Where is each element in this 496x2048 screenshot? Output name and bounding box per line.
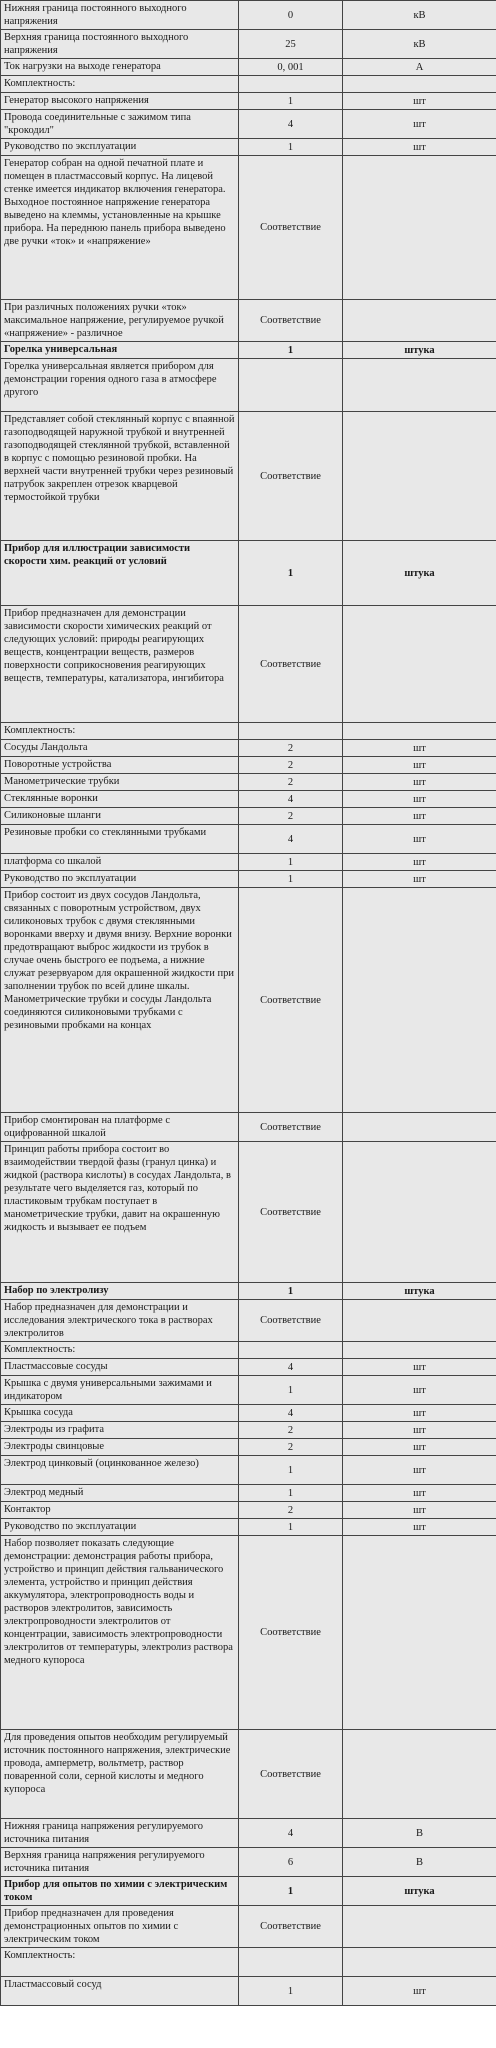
item-value-cell: 1 — [239, 1283, 343, 1300]
item-unit-cell: шт — [343, 854, 496, 871]
item-name-cell: Поворотные устройства — [1, 757, 239, 774]
table-row — [1, 1300, 496, 1342]
item-unit-cell — [343, 156, 496, 300]
item-name-cell: Резиновые пробки со стеклянными трубками — [1, 825, 239, 854]
item-value-cell: 4 — [239, 791, 343, 808]
item-value-cell: Соответствие — [239, 888, 343, 1113]
table-row — [1, 342, 496, 359]
item-value-cell: Соответствие — [239, 1536, 343, 1730]
item-name-cell: Ток нагрузки на выходе генератора — [1, 59, 239, 76]
item-value-cell: 0 — [239, 1, 343, 30]
item-unit-cell: шт — [343, 110, 496, 139]
item-value-cell: 2 — [239, 740, 343, 757]
item-name-cell: Прибор для иллюстрации зависимости скорости хим. реакций от условий — [1, 541, 239, 606]
item-unit-cell: шт — [343, 774, 496, 791]
table-row — [1, 871, 496, 888]
item-unit-cell: шт — [343, 1439, 496, 1456]
item-value-cell: Соответствие — [239, 1300, 343, 1342]
item-unit-cell — [343, 76, 496, 93]
item-unit-cell — [343, 1113, 496, 1142]
item-name-cell: Прибор предназначен для проведения демонстрационных опытов по химии с электрическим током — [1, 1906, 239, 1948]
specification-table-body — [1, 1, 496, 2006]
item-value-cell: 1 — [239, 854, 343, 871]
item-unit-cell — [343, 723, 496, 740]
table-row — [1, 1142, 496, 1283]
item-name-cell: Электрод медный — [1, 1485, 239, 1502]
item-value-cell: Соответствие — [239, 300, 343, 342]
item-name-cell: Прибор предназначен для демонстрации зависимости скорости химических реакций от следующих условий: природы реагирующих веществ, концентрации веществ, размеров поверхности соприкосновения реагирующих веществ, температуры, катализатора, ингибитора — [1, 606, 239, 723]
item-unit-cell: шт — [343, 1376, 496, 1405]
table-row — [1, 359, 496, 412]
table-row — [1, 723, 496, 740]
item-unit-cell: кВ — [343, 30, 496, 59]
item-unit-cell: шт — [343, 1485, 496, 1502]
item-value-cell — [239, 1342, 343, 1359]
item-value-cell: 4 — [239, 825, 343, 854]
item-value-cell: 1 — [239, 871, 343, 888]
item-name-cell: Нижняя граница постоянного выходного напряжения — [1, 1, 239, 30]
item-name-cell: Силиконовые шланги — [1, 808, 239, 825]
item-name-cell: Набор позволяет показать следующие демонстрации: демонстрация работы прибора, устройство и принцип действия гальванического элемента, устройство и принцип действия аккумулятора, электропроводность воды и растворов электролитов, зависимость электропроводности электролитов от концентрации, зависимость электропроводности электролитов от температуры, электролиз раствора медного купороса — [1, 1536, 239, 1730]
table-row — [1, 606, 496, 723]
item-unit-cell: штука — [343, 1283, 496, 1300]
item-name-cell: Сосуды Ландольта — [1, 740, 239, 757]
item-value-cell: 1 — [239, 1877, 343, 1906]
item-value-cell: 1 — [239, 1519, 343, 1536]
item-unit-cell: шт — [343, 871, 496, 888]
item-unit-cell: штука — [343, 541, 496, 606]
item-name-cell: Горелка универсальная является прибором для демонстрации горения одного газа в атмосфере другого — [1, 359, 239, 412]
table-row — [1, 110, 496, 139]
item-unit-cell: шт — [343, 1977, 496, 2006]
item-unit-cell — [343, 1342, 496, 1359]
item-unit-cell: шт — [343, 791, 496, 808]
item-value-cell: Соответствие — [239, 1142, 343, 1283]
item-name-cell: Электроды свинцовые — [1, 1439, 239, 1456]
table-row — [1, 791, 496, 808]
item-name-cell: платформа со шкалой — [1, 854, 239, 871]
item-name-cell: Электрод цинковый (оцинкованное железо) — [1, 1456, 239, 1485]
item-name-cell: Руководство по эксплуатации — [1, 871, 239, 888]
item-name-cell: Набор по электролизу — [1, 1283, 239, 1300]
item-unit-cell: шт — [343, 1422, 496, 1439]
item-name-cell: Пластмассовый сосуд — [1, 1977, 239, 2006]
table-row — [1, 888, 496, 1113]
item-unit-cell — [343, 359, 496, 412]
item-name-cell: Нижняя граница напряжения регулируемого источника питания — [1, 1819, 239, 1848]
table-row — [1, 825, 496, 854]
table-row — [1, 854, 496, 871]
table-row — [1, 1877, 496, 1906]
table-row — [1, 740, 496, 757]
item-name-cell: Комплектность: — [1, 1342, 239, 1359]
table-row — [1, 59, 496, 76]
item-name-cell: Руководство по эксплуатации — [1, 139, 239, 156]
item-unit-cell: кВ — [343, 1, 496, 30]
item-unit-cell — [343, 1948, 496, 1977]
item-unit-cell — [343, 888, 496, 1113]
item-unit-cell: шт — [343, 1502, 496, 1519]
item-name-cell: Руководство по эксплуатации — [1, 1519, 239, 1536]
item-name-cell: Провода соединительные с зажимом типа "крокодил" — [1, 110, 239, 139]
item-name-cell: Прибор для опытов по химии с электрическим током — [1, 1877, 239, 1906]
table-row — [1, 1422, 496, 1439]
item-name-cell: Принцип работы прибора состоит во взаимодействии твердой фазы (гранул цинка) и жидкой (раствора кислоты) в сосудах Ландольта, в результате чего выделяется газ, который по пластиковым трубкам поступает в манометрические трубки, давит на окрашенную жидкость и вызывает ее подъем — [1, 1142, 239, 1283]
item-value-cell — [239, 723, 343, 740]
item-value-cell: 1 — [239, 1456, 343, 1485]
item-name-cell: Генератор собран на одной печатной плате и помещен в пластмассовый корпус. На лицевой стенке имеется индикатор включения генератора. Выходное постоянное напряжение генератора выведено на клеммы, установленные на крышке прибора. На переднюю панель прибора выведено две ручки «ток» и «напряжение» — [1, 156, 239, 300]
item-unit-cell: шт — [343, 1359, 496, 1376]
table-row — [1, 1819, 496, 1848]
table-row — [1, 1536, 496, 1730]
table-row — [1, 541, 496, 606]
table-row — [1, 156, 496, 300]
item-unit-cell — [343, 1906, 496, 1948]
item-value-cell — [239, 76, 343, 93]
table-row — [1, 300, 496, 342]
item-unit-cell: В — [343, 1819, 496, 1848]
item-unit-cell: В — [343, 1848, 496, 1877]
item-value-cell: 2 — [239, 808, 343, 825]
item-name-cell: Контактор — [1, 1502, 239, 1519]
item-value-cell: 1 — [239, 1485, 343, 1502]
item-name-cell: Комплектность: — [1, 723, 239, 740]
item-name-cell: Горелка универсальная — [1, 342, 239, 359]
item-value-cell: 4 — [239, 1405, 343, 1422]
item-unit-cell: шт — [343, 1405, 496, 1422]
item-unit-cell — [343, 606, 496, 723]
item-value-cell: Соответствие — [239, 412, 343, 541]
item-unit-cell: шт — [343, 808, 496, 825]
table-row — [1, 1848, 496, 1877]
item-name-cell: Прибор состоит из двух сосудов Ландольта, связанных с поворотным устройством, двух силиконовых трубок с двумя стеклянными воронками вверху и двумя внизу. Верхние воронки предотвращают выброс жидкости из трубок в случае очень быстрого ее подъема, а нижние служат резервуаром для окрашенной жидкости при заполнении трубок по всей длине шкалы. Манометрические трубки и сосуды Ландольта соединяются силиконовыми трубками с резиновыми пробками на концах — [1, 888, 239, 1113]
item-name-cell: Представляет собой стеклянный корпус с впаянной газоподводящей наружной трубкой и внутренней газоподводящей стеклянной трубкой, вставленной в корпус с помощью резиновой пробки. На верхней части внутренней трубки через резиновый патрубок закреплен отрезок кварцевой термостойкой трубки — [1, 412, 239, 541]
item-value-cell: 2 — [239, 1439, 343, 1456]
table-row — [1, 1342, 496, 1359]
table-row — [1, 774, 496, 791]
item-value-cell: 1 — [239, 93, 343, 110]
table-row — [1, 1405, 496, 1422]
table-row — [1, 139, 496, 156]
item-value-cell: 1 — [239, 1376, 343, 1405]
item-value-cell: 4 — [239, 1359, 343, 1376]
item-name-cell: Набор предназначен для демонстрации и исследования электрического тока в растворах электролитов — [1, 1300, 239, 1342]
item-unit-cell: шт — [343, 825, 496, 854]
table-row — [1, 1376, 496, 1405]
item-unit-cell — [343, 1300, 496, 1342]
item-name-cell: Для проведения опытов необходим регулируемый источник постоянного напряжения, электрические провода, амперметр, вольтметр, раствор поваренной соли, серной кислоты и медного купороса — [1, 1730, 239, 1819]
item-unit-cell: шт — [343, 1519, 496, 1536]
item-value-cell — [239, 359, 343, 412]
item-value-cell: Соответствие — [239, 1906, 343, 1948]
table-row — [1, 1519, 496, 1536]
item-unit-cell: шт — [343, 1456, 496, 1485]
item-unit-cell: шт — [343, 757, 496, 774]
item-name-cell: При различных положениях ручки «ток» максимальное напряжение, регулируемое ручкой «напряжение» - различное — [1, 300, 239, 342]
item-value-cell: Соответствие — [239, 606, 343, 723]
table-row — [1, 1977, 496, 2006]
item-value-cell: 1 — [239, 342, 343, 359]
table-row — [1, 412, 496, 541]
item-unit-cell: шт — [343, 740, 496, 757]
item-value-cell: 2 — [239, 1422, 343, 1439]
item-unit-cell: шт — [343, 93, 496, 110]
item-name-cell: Прибор смонтирован на платформе с оцифрованной шкалой — [1, 1113, 239, 1142]
item-value-cell: 25 — [239, 30, 343, 59]
item-value-cell: 2 — [239, 757, 343, 774]
item-value-cell: Соответствие — [239, 1730, 343, 1819]
item-value-cell: Соответствие — [239, 156, 343, 300]
item-value-cell: 4 — [239, 110, 343, 139]
table-row — [1, 1359, 496, 1376]
item-name-cell: Крышка с двумя универсальными зажимами и индикатором — [1, 1376, 239, 1405]
item-value-cell: 0, 001 — [239, 59, 343, 76]
item-value-cell: 1 — [239, 541, 343, 606]
item-name-cell: Электроды из графита — [1, 1422, 239, 1439]
table-row — [1, 30, 496, 59]
item-unit-cell: штука — [343, 342, 496, 359]
table-row — [1, 1485, 496, 1502]
item-unit-cell — [343, 412, 496, 541]
item-unit-cell: А — [343, 59, 496, 76]
item-name-cell: Комплектность: — [1, 76, 239, 93]
item-value-cell: 2 — [239, 774, 343, 791]
item-unit-cell — [343, 1536, 496, 1730]
table-row — [1, 1456, 496, 1485]
item-value-cell: 4 — [239, 1819, 343, 1848]
item-unit-cell — [343, 1142, 496, 1283]
table-row — [1, 1439, 496, 1456]
item-name-cell: Стеклянные воронки — [1, 791, 239, 808]
item-value-cell: 2 — [239, 1502, 343, 1519]
item-value-cell: 1 — [239, 139, 343, 156]
table-row — [1, 757, 496, 774]
item-unit-cell — [343, 1730, 496, 1819]
table-row — [1, 1730, 496, 1819]
item-unit-cell — [343, 300, 496, 342]
item-name-cell: Верхняя граница постоянного выходного напряжения — [1, 30, 239, 59]
item-name-cell: Пластмассовые сосуды — [1, 1359, 239, 1376]
item-unit-cell: шт — [343, 139, 496, 156]
table-row — [1, 1, 496, 30]
table-row — [1, 93, 496, 110]
item-name-cell: Генератор высокого напряжения — [1, 93, 239, 110]
item-name-cell: Манометрические трубки — [1, 774, 239, 791]
item-name-cell: Комплектность: — [1, 1948, 239, 1977]
item-value-cell: 6 — [239, 1848, 343, 1877]
item-unit-cell: штука — [343, 1877, 496, 1906]
table-row — [1, 808, 496, 825]
item-value-cell — [239, 1948, 343, 1977]
item-value-cell: Соответствие — [239, 1113, 343, 1142]
item-name-cell: Крышка сосуда — [1, 1405, 239, 1422]
table-row — [1, 76, 496, 93]
item-value-cell: 1 — [239, 1977, 343, 2006]
item-name-cell: Верхняя граница напряжения регулируемого источника питания — [1, 1848, 239, 1877]
table-row — [1, 1502, 496, 1519]
table-row — [1, 1113, 496, 1142]
table-row — [1, 1283, 496, 1300]
table-row — [1, 1906, 496, 1948]
table-row — [1, 1948, 496, 1977]
